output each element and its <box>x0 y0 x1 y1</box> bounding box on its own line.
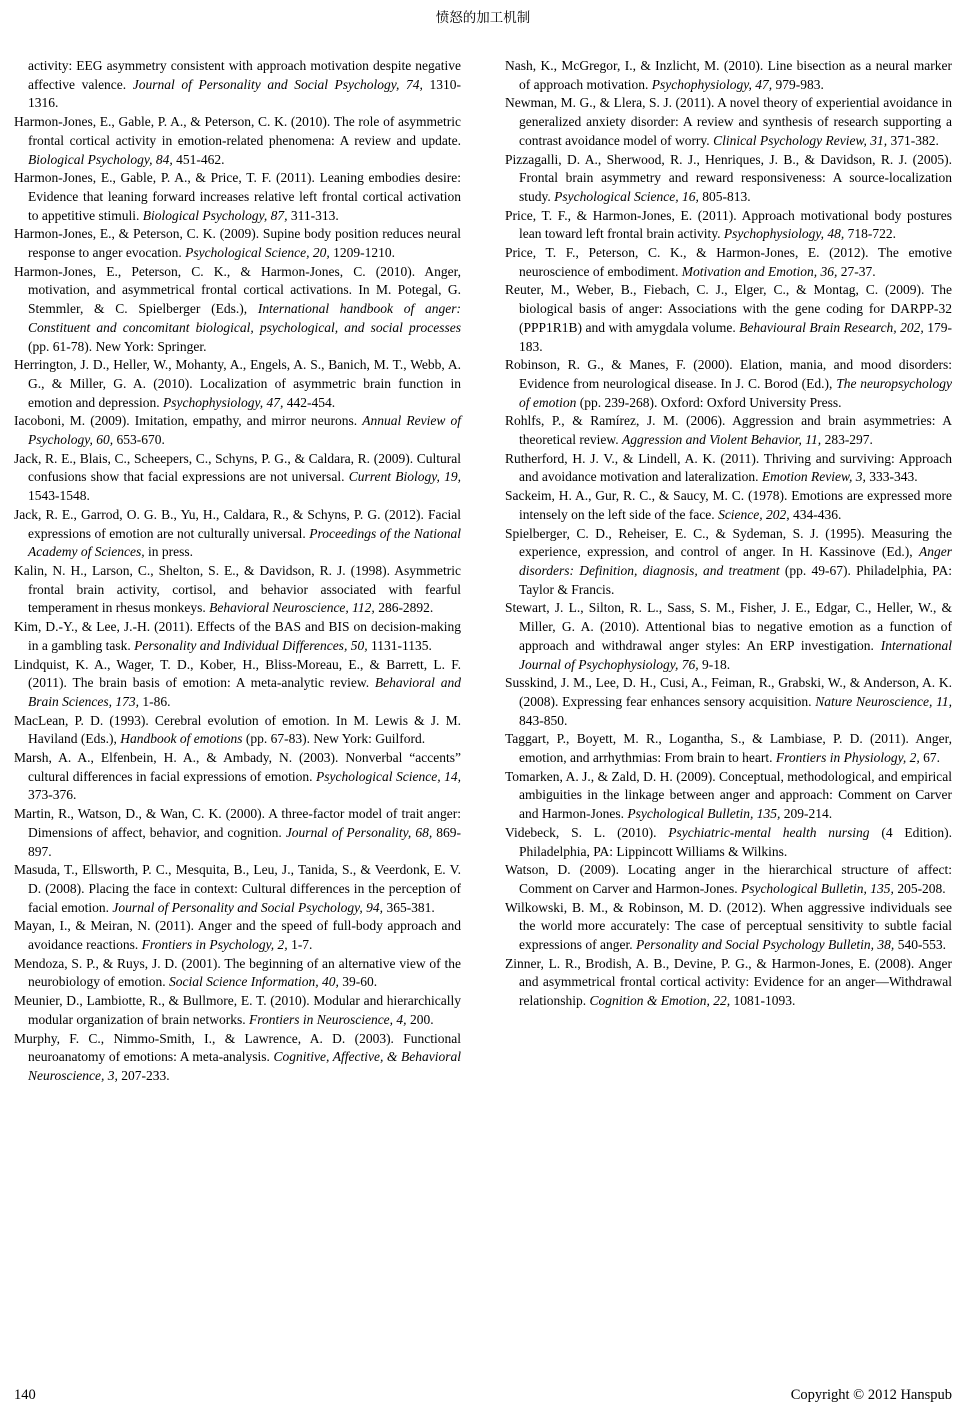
reference-entry <box>505 674 952 730</box>
reference-source-title: Frontiers in Neuroscience, 4, <box>248 1011 407 1027</box>
reference-text: 67. <box>919 750 940 766</box>
reference-text: 1081-1093. <box>730 993 796 1009</box>
reference-source-title: Journal of Personality and Social Psychology, 94, <box>112 899 384 915</box>
running-head-title: 愤怒的加工机制 <box>435 10 531 25</box>
reference-text: Masuda, T., Ellsworth, P. C., Mesquita, B., Leu, J., Tanida, S., & Veerdonk, E. V. D. (2008). Placing the face in context: Cultural differences in the perception of facial emotion. <box>14 862 461 915</box>
reference-entry <box>14 113 461 169</box>
reference-source-title: International Journal of Psychophysiology, 76, <box>519 637 952 672</box>
reference-source-title: International handbook of anger: Constituent and concomitant biological, psychological, and social processes <box>28 301 461 335</box>
reference-text: 979-983. <box>772 76 824 92</box>
reference-text: Herrington, J. D., Heller, W., Mohanty, A., Engels, A. S., Banich, M. T., Webb, A. G., & Miller, G. A. (2010). Localization of asymmetric brain function in emotion and depression. <box>14 357 461 410</box>
reference-entry <box>14 805 461 861</box>
reference-entry <box>505 281 952 356</box>
reference-entry <box>505 151 952 207</box>
reference-entry <box>14 225 461 262</box>
reference-text: Price, T. F., Peterson, C. K., & Harmon-Jones, E. (2012). The emotive neuroscience of embodiment. <box>505 245 952 279</box>
reference-entry <box>14 1030 461 1086</box>
reference-text: 365-381. <box>383 899 435 915</box>
reference-entry <box>14 57 461 113</box>
reference-source-title: Psychophysiology, 48, <box>723 226 845 242</box>
reference-text: Taggart, P., Boyett, M. R., Logantha, S., & Lambiase, P. D. (2011). Anger, emotion, and arrhythmias: From brain to heart. <box>505 731 952 766</box>
references-column-left <box>14 57 461 1086</box>
reference-entry <box>505 824 952 861</box>
reference-entry <box>505 450 952 487</box>
copyright-text: Copyright © 2012 Hanspub <box>790 1387 952 1403</box>
references-section <box>14 57 952 1086</box>
reference-entry <box>14 992 461 1029</box>
reference-text: 333-343. <box>865 469 918 485</box>
reference-text: Lindquist, K. A., Wager, T. D., Kober, H., Bliss-Moreau, E., & Barrett, L. F. (2011). The brain basis of emotion: A meta-analytic review. <box>14 656 461 691</box>
reference-source-title: Biological Psychology, 84, <box>28 151 173 167</box>
reference-source-title: Psychological Science, 20, <box>185 245 330 261</box>
reference-text: (pp. 61-78). New York: Springer. <box>28 338 207 354</box>
reference-text: 718-722. <box>844 226 897 242</box>
reference-text: (pp. 239-268). Oxford: Oxford University Press. <box>576 394 842 410</box>
reference-entry <box>505 356 952 412</box>
reference-entry <box>14 861 461 917</box>
reference-text: Stewart, J. L., Silton, R. L., Sass, S. M., Fisher, J. E., Edgar, C., Heller, W., & Miller, G. A. (2010). Attentional bias to negative emotion as a function of approach and withdrawal anger styles: An ERP investigation. <box>505 600 952 653</box>
reference-source-title: Clinical Psychology Review, 31, <box>713 132 888 148</box>
reference-text: Tomarken, A. J., & Zald, D. H. (2009). Conceptual, methodological, and empirical ambiguities in the linkage between anger and approach: Comment on Carver and Harmon-Jones. <box>505 768 952 822</box>
reference-entry <box>14 955 461 992</box>
reference-text: Kalin, N. H., Larson, C., Shelton, S. E., & Davidson, R. J. (1998). Asymmetric frontal brain activity, cortisol, and behavior associated with fearful temperament in rhesus monkeys. <box>14 562 461 616</box>
reference-source-title: Cognitive, Affective, & Behavioral Neuroscience, 3, <box>28 1049 462 1083</box>
reference-source-title: The neuropsychology of emotion <box>519 375 952 410</box>
reference-entry <box>14 917 461 954</box>
reference-text: 286-2892. <box>374 600 434 616</box>
reference-text: Kim, D.-Y., & Lee, J.-H. (2011). Effects of the BAS and BIS on decision-making in a gambling task. <box>14 619 461 653</box>
reference-entry <box>505 525 952 600</box>
reference-text: Robinson, R. G., & Manes, F. (2000). Elation, mania, and mood disorders: Evidence from neurological disease. In J. C. Borod (Ed.), <box>505 357 952 391</box>
reference-source-title: Psychological Science, 14, <box>315 768 461 784</box>
reference-text: 1310-1316. <box>28 76 461 111</box>
reference-text: 373-376. <box>28 787 77 803</box>
reference-source-title: Behavioral and Brain Sciences, 173, <box>28 675 461 709</box>
reference-text: Spielberger, C. D., Reheiser, E. C., & Sydeman, S. J. (1995). Measuring the experience, expression, and control of anger. In H. Kassinove (Ed.), <box>505 525 952 560</box>
reference-text: (pp. 67-83). New York: Guilford. <box>242 731 426 747</box>
reference-text: activity: EEG asymmetry consistent with approach motivation despite negative affective valence. <box>28 58 461 92</box>
reference-entry <box>505 412 952 449</box>
reference-text: (4 Edition). Philadelphia, PA: Lippincott Williams & Wilkins. <box>519 824 952 859</box>
page-number: 140 <box>14 1387 36 1403</box>
reference-entry <box>505 730 952 767</box>
reference-entry <box>14 562 461 618</box>
reference-text: Martin, R., Watson, D., & Wan, C. K. (2000). A three-factor model of trait anger: Dimensions of affect, behavior, and cognition. <box>14 806 461 840</box>
reference-entry <box>14 656 461 712</box>
reference-text: 653-670. <box>113 432 165 448</box>
reference-source-title: Proceedings of the National Academy of Sciences, <box>28 525 461 560</box>
reference-text: Harmon-Jones, E., Peterson, C. K., & Harmon-Jones, C. (2010). Anger, motivation, and asymmetrical frontal cortical activations. In M. Potegal, G. Stemmler, & C. Spielberger (Eds.), <box>14 263 461 317</box>
reference-source-title: Emotion Review, 3, <box>761 469 866 485</box>
reference-text: 805-813. <box>698 188 751 204</box>
reference-text: Videbeck, S. L. (2010). <box>505 824 669 840</box>
reference-text: 179-183. <box>519 319 952 354</box>
reference-source-title: Journal of Personality, 68, <box>285 824 433 840</box>
reference-source-title: Cognition & Emotion, 22, <box>589 993 731 1009</box>
reference-text: 39-60. <box>338 974 378 990</box>
reference-entry <box>505 207 952 244</box>
reference-text: 1131-1135. <box>367 637 432 653</box>
reference-source-title: Biological Psychology, 87, <box>142 207 288 223</box>
reference-text: 869-897. <box>28 824 461 859</box>
reference-text: Mayan, I., & Meiran, N. (2011). Anger and the speed of full-body approach and avoidance reactions. <box>14 918 461 953</box>
reference-entry <box>14 749 461 805</box>
reference-text: Watson, D. (2009). Locating anger in the hierarchical structure of affect: Comment on Carver and Harmon-Jones. <box>505 862 952 896</box>
reference-text: Pizzagalli, D. A., Sherwood, R. J., Henriques, J. B., & Davidson, R. J. (2005). Frontal brain asymmetry and reward responsiveness: A source-localization study. <box>505 151 952 204</box>
reference-text: Murphy, F. C., Nimmo-Smith, I., & Lawrence, A. D. (2003). Functional neuroanatomy of emotions: A meta-analysis. <box>14 1030 461 1065</box>
reference-source-title: Psychophysiology, 47, <box>162 394 284 410</box>
reference-source-title: Current Biology, 19, <box>348 469 462 485</box>
reference-text: 9-18. <box>698 656 731 672</box>
reference-text: Iacoboni, M. (2009). Imitation, empathy, and mirror neurons. <box>14 413 363 429</box>
reference-source-title: Behavioral Neuroscience, 112, <box>209 600 375 616</box>
reference-text: 843-850. <box>519 712 568 728</box>
reference-source-title: Annual Review of Psychology, 60, <box>28 413 462 448</box>
reference-text: 1543-1548. <box>28 488 90 504</box>
reference-entry <box>505 768 952 824</box>
reference-text: Nash, K., McGregor, I., & Inzlicht, M. (2010). Line bisection as a neural marker of approach motivation. <box>505 58 952 92</box>
reference-text: Zinner, L. R., Brodish, A. B., Devine, P. G., & Harmon-Jones, E. (2008). Anger and asymmetrical frontal cortical activity: Evidence for an anger—Withdrawal relationship. <box>505 955 952 1009</box>
reference-entry <box>505 244 952 281</box>
reference-entry <box>505 57 952 94</box>
reference-text: 540-553. <box>894 937 947 953</box>
reference-source-title: Science, 202, <box>718 506 790 522</box>
reference-text: 205-208. <box>893 880 946 896</box>
page-footer <box>14 1387 952 1404</box>
reference-source-title: Anger disorders: Definition, diagnosis, and treatment <box>519 544 952 578</box>
reference-source-title: Psychological Bulletin, 135, <box>740 880 894 896</box>
reference-source-title: Social Science Information, 40, <box>168 974 339 990</box>
reference-entry <box>505 955 952 1011</box>
reference-text: Rohlfs, P., & Ramírez, J. M. (2006). Aggression and brain asymmetries: A theoretical review. <box>505 413 952 448</box>
reference-text: 209-214. <box>780 806 833 822</box>
reference-entry <box>14 412 461 449</box>
reference-source-title: Frontiers in Psychology, 2, <box>141 937 288 953</box>
reference-entry <box>505 861 952 898</box>
reference-entry <box>505 599 952 674</box>
reference-source-title: Personality and Individual Differences, 50, <box>134 637 368 653</box>
reference-text: Newman, M. G., & Llera, S. J. (2011). A novel theory of experiential avoidance in generalized anxiety disorder: A review and synthesis of research supporting a contrast avoidance model of worry. <box>505 95 952 148</box>
reference-entry <box>14 712 461 749</box>
reference-text: 207-233. <box>117 1067 170 1083</box>
reference-text: Harmon-Jones, E., Gable, P. A., & Price, T. F. (2011). Leaning embodies desire: Evidence that leaning forward increases relative left frontal cortical activation to appetitive stimuli. <box>14 170 461 223</box>
reference-text: 200. <box>406 1011 434 1027</box>
reference-text: Susskind, J. M., Lee, D. H., Cusi, A., Feiman, R., Grabski, W., & Anderson, A. K. (2008). Expressing fear enhances sensory acquisition. <box>505 675 952 709</box>
reference-entry <box>14 506 461 562</box>
reference-entry <box>505 94 952 150</box>
reference-text: Jack, R. E., Garrod, O. G. B., Yu, H., Caldara, R., & Schyns, P. G. (2012). Facial expressions of emotion are not culturally universal. <box>14 506 461 541</box>
reference-source-title: Frontiers in Physiology, 2, <box>775 750 920 766</box>
reference-text: Reuter, M., Weber, B., Fiebach, C. J., Elger, C., & Montag, C. (2009). The biological basis of anger: Associations with the gene coding for DARPP-32 (PPP1R1B) and with amygdala volume. <box>505 282 952 335</box>
reference-source-title: Psychological Science, 16, <box>554 188 699 204</box>
reference-entry <box>14 356 461 412</box>
reference-source-title: Psychological Bulletin, 135, <box>627 806 781 822</box>
reference-text: MacLean, P. D. (1993). Cerebral evolution of emotion. In M. Lewis & J. M. Haviland (Eds.), <box>14 712 461 747</box>
reference-text: Wilkowski, B. M., & Robinson, M. D. (2012). When aggressive individuals see the world more accurately: The case of perceptual sensitivity to subtle facial expressions of anger. <box>505 899 952 953</box>
reference-text: Price, T. F., & Harmon-Jones, E. (2011). Approach motivational body postures lean toward left frontal brain activity. <box>505 207 952 242</box>
reference-text: 283-297. <box>821 432 873 448</box>
reference-source-title: Psychophysiology, 47, <box>651 76 773 92</box>
reference-source-title: Nature Neuroscience, 11, <box>815 693 952 709</box>
reference-entry <box>505 487 952 524</box>
reference-text: 371-382. <box>887 132 939 148</box>
reference-text: Harmon-Jones, E., Gable, P. A., & Peterson, C. K. (2010). The role of asymmetric frontal cortical activity in emotion-related phenomena: A review and update. <box>14 114 461 148</box>
reference-entry <box>14 618 461 655</box>
reference-source-title: Personality and Social Psychology Bulletin, 38, <box>635 937 895 953</box>
reference-text: Marsh, A. A., Elfenbein, H. A., & Ambady, N. (2003). Nonverbal “accents” cultural differences in facial expressions of emotion. <box>14 750 461 784</box>
reference-text: 1-86. <box>138 693 171 709</box>
reference-source-title: Journal of Personality and Social Psychology, 74, <box>132 76 423 92</box>
reference-text: (pp. 49-67). Philadelphia, PA: Taylor & Francis. <box>519 562 952 597</box>
reference-text: 311-313. <box>287 207 339 223</box>
reference-text: 434-436. <box>789 506 842 522</box>
reference-text: 1-7. <box>287 937 313 953</box>
reference-text: 442-454. <box>283 394 336 410</box>
reference-text: Harmon-Jones, E., & Peterson, C. K. (2009). Supine body position reduces neural response to anger evocation. <box>14 226 461 261</box>
reference-source-title: Handbook of emotions <box>120 731 243 747</box>
reference-source-title: Behavioural Brain Research, 202, <box>739 319 924 335</box>
reference-text: Jack, R. E., Blais, C., Scheepers, C., Schyns, P. G., & Caldara, R. (2009). Cultural confusions show that facial expressions are not universal. <box>14 450 461 485</box>
reference-source-title: Aggression and Violent Behavior, 11, <box>621 432 822 448</box>
reference-entry <box>14 450 461 506</box>
reference-source-title: Motivation and Emotion, 36, <box>681 263 838 279</box>
reference-entry <box>14 169 461 225</box>
reference-text: Mendoza, S. P., & Ruys, J. D. (2001). The beginning of an alternative view of the neurobiology of emotion. <box>14 955 461 990</box>
reference-source-title: Psychiatric-mental health nursing <box>668 824 870 840</box>
reference-text: 27-37. <box>837 263 876 279</box>
reference-text: Rutherford, H. J. V., & Lindell, A. K. (2011). Thriving and surviving: Approach and avoidance motivation and lateralization. <box>505 450 952 485</box>
references-column-right <box>505 57 952 1086</box>
reference-text: Meunier, D., Lambiotte, R., & Bullmore, E. T. (2010). Modular and hierarchically modular organization of brain networks. <box>14 993 461 1027</box>
reference-text: 451-462. <box>172 151 225 167</box>
reference-entry <box>505 899 952 955</box>
reference-entry <box>14 263 461 357</box>
reference-text: 1209-1210. <box>329 245 396 261</box>
reference-text: in press. <box>144 544 193 560</box>
reference-text: Sackeim, H. A., Gur, R. C., & Saucy, M. C. (1978). Emotions are expressed more intensely on the left side of the face. <box>505 488 952 522</box>
